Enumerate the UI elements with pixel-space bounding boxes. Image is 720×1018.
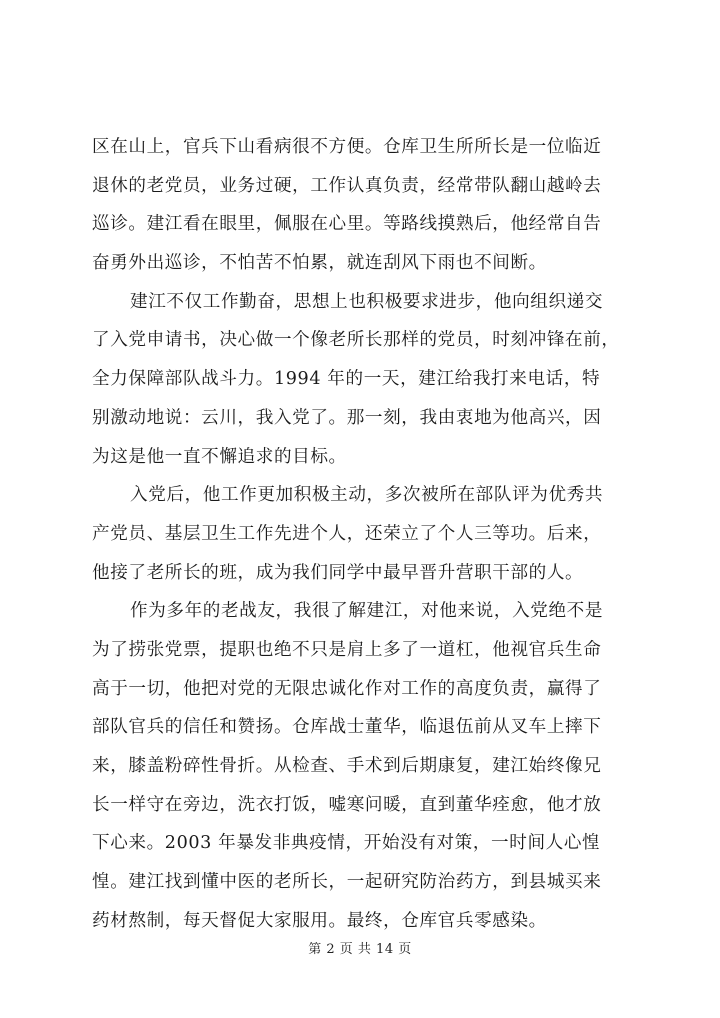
text-line: 药材熬制，每天督促大家服用。最终，仓库官兵零感染。 xyxy=(92,910,547,931)
text-line: 为了捞张党票，提职也绝不只是肩上多了一道杠，他视官兵生命 xyxy=(92,639,602,660)
text-line: 惶。建江找到懂中医的老所长，一起研究防治药方，到县城买来 xyxy=(92,872,602,893)
text-line: 全力保障部队战斗力。1994 年的一天，建江给我打来电话，特 xyxy=(92,369,601,390)
text-line: 作为多年的老战友，我很了解建江，对他来说，入党绝不是 xyxy=(130,601,604,622)
text-line: 为这是他一直不懈追求的目标。 xyxy=(92,446,347,467)
body-text xyxy=(92,128,636,940)
text-line: 巡诊。建江看在眼里，佩服在心里。等路线摸熟后，他经常自告 xyxy=(92,214,602,235)
text-line: 下心来。2003 年暴发非典疫情，开始没有对策，一时间人心惶 xyxy=(92,833,601,854)
text-line: 高于一切，他把对党的无限忠诚化作对工作的高度负责，赢得了 xyxy=(92,678,602,699)
page-footer: 第 2 页 共 14 页 xyxy=(308,942,412,957)
text-line: 退休的老党员，业务过硬，工作认真负责，经常带队翻山越岭去 xyxy=(92,175,602,196)
text-line: 别激动地说：云川，我入党了。那一刻，我由衷地为他高兴，因 xyxy=(92,407,602,428)
text-line: 长一样守在旁边，洗衣打饭，嘘寒问暖，直到董华痊愈，他才放 xyxy=(92,794,602,815)
text-line: 他接了老所长的班，成为我们同学中最早晋升营职干部的人。 xyxy=(92,562,584,583)
paragraph xyxy=(92,476,636,592)
paragraph xyxy=(92,592,636,940)
text-line: 区在山上，官兵下山看病很不方便。仓库卫生所所长是一位临近 xyxy=(92,137,602,157)
paragraph xyxy=(92,128,636,283)
text-line: 了入党申请书，决心做一个像老所长那样的党员，时刻冲锋在前， xyxy=(92,330,620,351)
text-line: 入党后，他工作更加积极主动，多次被所在部队评为优秀共 xyxy=(130,485,604,506)
paragraph xyxy=(92,283,636,476)
text-line: 来，膝盖粉碎性骨折。从检查、手术到后期康复，建江始终像兄 xyxy=(92,756,602,776)
text-line: 产党员、基层卫生工作先进个人，还荣立了个人三等功。后来， xyxy=(92,523,602,544)
text-line: 部队官兵的信任和赞扬。仓库战士董华，临退伍前从叉车上摔下 xyxy=(92,717,602,738)
text-line: 建江不仅工作勤奋，思想上也积极要求进步，他向组织递交 xyxy=(130,291,604,312)
text-line: 奋勇外出巡诊，不怕苦不怕累，就连刮风下雨也不间断。 xyxy=(92,253,547,274)
